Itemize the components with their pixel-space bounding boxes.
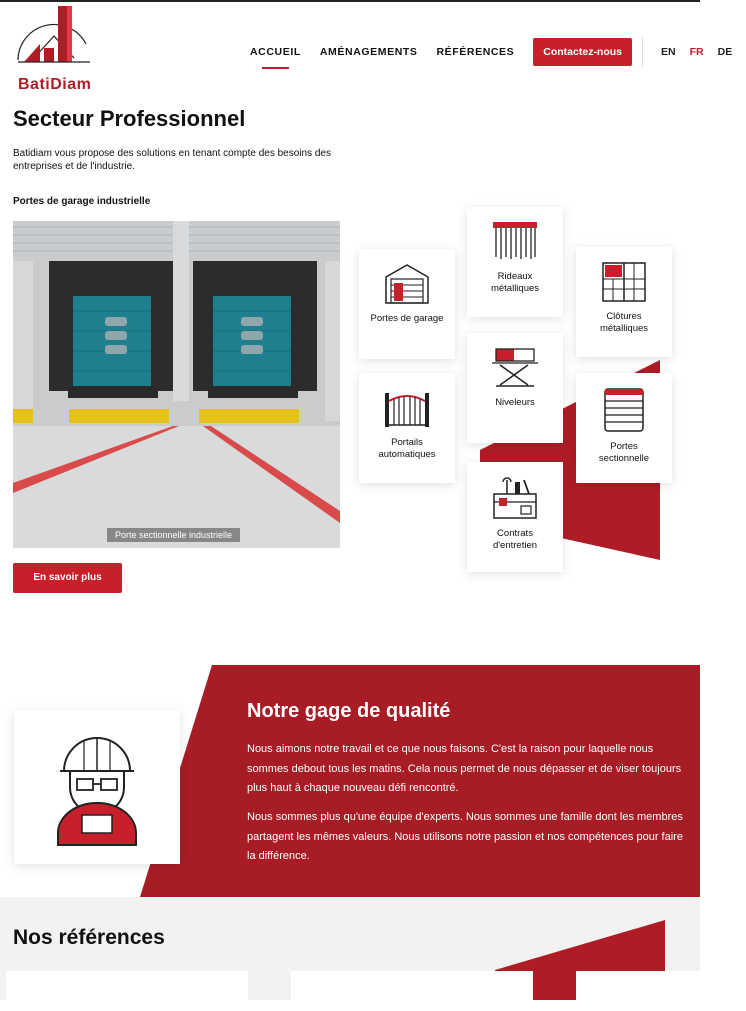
card-clotures-metalliques[interactable] — [576, 247, 672, 357]
reference-card[interactable] — [6, 971, 248, 1011]
quality-paragraph-1: Nous aimons notre travail et ce que nous faisons. C'est la raison pour laquelle nous sommes debout tous les matins. Cela nous permet de nous dépasser et de viser toujours plus haut à chaque nouveau défi rencontré. — [247, 743, 682, 794]
lang-en[interactable]: EN — [661, 46, 676, 58]
shutter-icon — [492, 221, 538, 263]
nav-references[interactable]: RÉFÉRENCES — [436, 46, 515, 58]
nav-divider — [642, 37, 643, 67]
lang-fr[interactable]: FR — [689, 46, 704, 58]
garage-icon — [384, 263, 430, 305]
card-niveleurs[interactable] — [467, 333, 563, 443]
card-portes-sectionnelle[interactable] — [576, 373, 672, 483]
card-label: Contrats d'entretien — [492, 528, 538, 551]
contact-button[interactable]: Contactez-nous — [533, 38, 632, 66]
sector-title: Secteur Professionnel — [13, 106, 246, 131]
card-label: Portes sectionnelle — [598, 441, 650, 464]
card-label: Portails automatiques — [378, 437, 436, 460]
quality-title: Notre gage de qualité — [247, 700, 451, 722]
card-label: Rideaux métalliques — [490, 271, 540, 294]
references-title: Nos références — [13, 926, 165, 949]
product-subtitle: Portes de garage industrielle — [13, 196, 151, 207]
card-label: Portes de garage — [370, 313, 444, 324]
industrial-door-photo — [13, 221, 340, 548]
logo-text[interactable]: BatiDiam — [18, 76, 92, 93]
main-nav — [250, 38, 746, 66]
reference-card[interactable] — [291, 971, 533, 1011]
card-contrats-entretien[interactable] — [467, 462, 563, 572]
leveler-icon — [492, 347, 538, 389]
card-label: Niveleurs — [495, 397, 535, 408]
quality-card — [14, 710, 180, 864]
card-rideaux-metalliques[interactable] — [467, 207, 563, 317]
reference-card[interactable] — [576, 971, 700, 1011]
card-portes-de-garage[interactable] — [359, 249, 455, 359]
top-border — [0, 0, 700, 2]
quality-paragraph-2: Nous sommes plus qu'une équipe d'experts. Nous sommes une famille dont les membres partagent les mêmes valeurs. Nous utilisons notre passion et nos compétences pour faire la différence. — [247, 811, 683, 862]
learn-more-button[interactable]: En savoir plus — [13, 563, 122, 593]
toolbox-icon — [491, 476, 539, 520]
gate-icon — [384, 387, 430, 429]
sector-description: Batidiam vous propose des solutions en tenant compte des besoins des entreprises et de l'industrie. — [13, 148, 331, 172]
card-label: Clôtures métalliques — [599, 311, 649, 334]
worker-icon — [42, 727, 152, 847]
photo-caption: Porte sectionnelle industrielle — [107, 528, 240, 542]
nav-amenagements[interactable]: AMÉNAGEMENTS — [319, 46, 418, 58]
card-portails-automatiques[interactable] — [359, 373, 455, 483]
lang-de[interactable]: DE — [717, 46, 733, 58]
fence-panel-icon — [601, 261, 647, 303]
sectional-door-icon — [601, 387, 647, 433]
nav-accueil[interactable]: ACCUEIL — [250, 46, 301, 58]
